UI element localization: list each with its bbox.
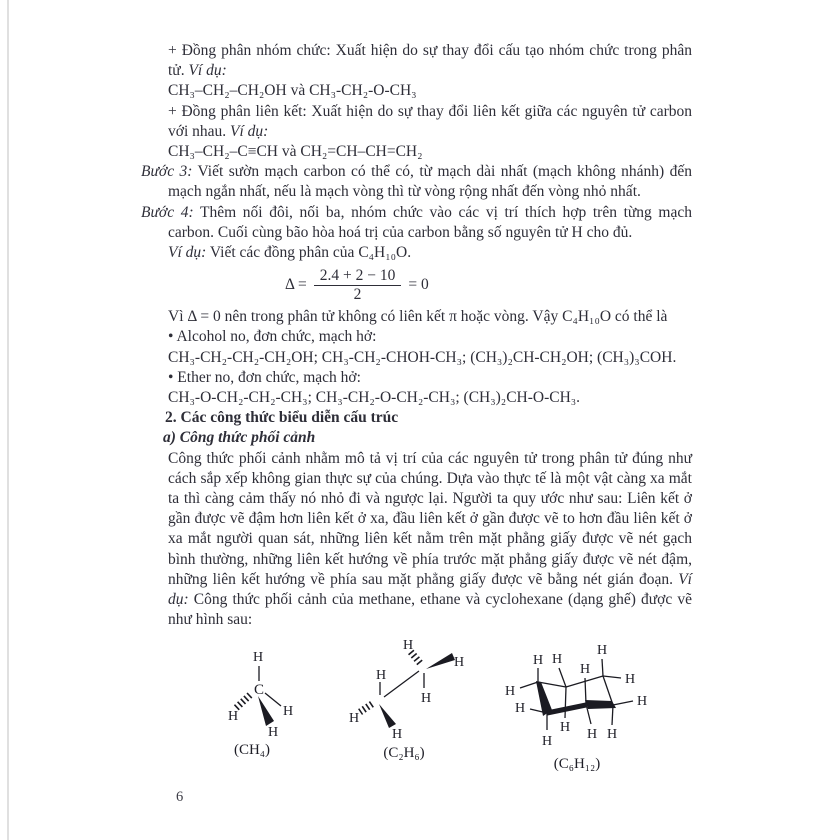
molecule-diagrams (190, 630, 670, 780)
bond-line (559, 668, 566, 687)
bond-line (602, 659, 603, 676)
bond-line (565, 687, 566, 718)
example-label: Ví dụ: (230, 122, 269, 140)
hydrogen-atom-label: H (586, 727, 598, 742)
solid-wedge-bond (379, 704, 396, 728)
page-number: 6 (176, 789, 184, 805)
hydrogen-atom-label: H (267, 725, 279, 740)
fraction-numerator: 2.4 + 2 − 10 (314, 267, 402, 286)
bullet-alcohol: • Alcohol no, đơn chức, mạch hở: (168, 328, 377, 346)
section-heading: 2. Các công thức biểu diễn cấu trúc (165, 409, 399, 427)
paragraph-text: + Đồng phân liên kết: Xuất hiện do sự thay đổi liên kết giữa các nguyên tử carbon với nhau. (168, 102, 692, 140)
bond-line (613, 701, 633, 705)
formula-line-bond-isomer: CH₃–CH₂–C≡CH và CH₂=CH–CH=CH₂ (168, 143, 423, 161)
delta-equation-lhs: Δ = (285, 276, 307, 294)
hydrogen-atom-label: H (579, 662, 591, 677)
subsection-heading: a) Công thức phối cảnh (163, 429, 316, 447)
hydrogen-atom-label: H (453, 655, 465, 670)
hydrogen-atom-label: H (596, 643, 608, 658)
hydrogen-atom-label: H (252, 650, 264, 665)
paragraph-step3 (141, 162, 692, 202)
hydrogen-atom-label: H (541, 734, 553, 749)
formula-line-ethers: CH₃-O-CH₂-CH₂-CH₃; CH₃-CH₂-O-CH₂-CH₃; (CH₃)₂CH-O-CH₃. (168, 389, 581, 407)
bond-line (603, 676, 621, 678)
hydrogen-atom-label: H (375, 668, 387, 683)
fraction-denominator: 2 (353, 286, 362, 304)
solid-wedge-bond (426, 653, 455, 669)
hydrogen-atom-label: H (514, 701, 526, 716)
bond-line (384, 671, 419, 697)
paragraph-delta-conclusion: Vì Δ = 0 nên trong phân tử không có liên kết π hoặc vòng. Vậy C₄H₁₀O có thể là (168, 308, 668, 326)
page-body-text (141, 41, 692, 630)
hydrogen-atom-label: H (227, 709, 239, 724)
paragraph-step4 (141, 203, 692, 243)
example-label: Ví dụ: (168, 570, 692, 609)
formula-line-functional-group: CH₃–CH₂–CH₂OH và CH₃-CH₂-O-CH₃ (168, 82, 417, 100)
example-label: Ví dụ: (188, 62, 227, 80)
step3-label: Bước 3: (141, 163, 193, 181)
hydrogen-atom-label: H (348, 711, 360, 726)
hydrogen-atom-label: H (606, 727, 618, 742)
paragraph-bond-isomer (168, 102, 692, 142)
ethane-caption: (C₂H₆) (383, 745, 425, 761)
step3-text: Viết sườn mạch carbon có thể có, từ mạch dài nhất (mạch không nhánh) đến mạch ngắn nhất, nếu là mạch vòng thì từ vòng rộng nhất đến vòng nhỏ nhất. (168, 163, 692, 201)
methane-caption: (CH₄) (233, 742, 271, 758)
formula-line-alcohols: CH₃-CH₂-CH₂-CH₂OH; CH₃-CH₂-CHOH-CH₃; (CH₃)₂CH-CH₂OH; (CH₃)₃COH. (168, 348, 677, 366)
paragraph-functional-group-isomer (168, 41, 692, 81)
hydrogen-atom-label: H (559, 720, 571, 735)
step4-text: Thêm nối đôi, nối ba, nhóm chức vào các vị trí thích hợp trên từng mạch carbon. Cuối cùng bão hòa hoá trị của carbon bằng số nguyên tử H cho đủ. (168, 203, 692, 241)
example-text: Viết các đồng phân của C₄H₁₀O. (206, 244, 412, 262)
ring-bond-line (603, 676, 613, 705)
step4-label: Bước 4: (141, 203, 194, 221)
cyclohexane-caption: (C₆H₁₂) (553, 756, 601, 772)
bond-line (265, 693, 281, 706)
bold-ring-bond (547, 705, 586, 713)
delta-equation-fraction (314, 267, 402, 304)
delta-equation-rhs: = 0 (408, 276, 429, 294)
hydrogen-atom-label: H (420, 691, 432, 706)
paragraph-example (168, 243, 692, 263)
carbon-atom-label: C (253, 682, 265, 698)
delta-equation (285, 263, 692, 307)
cyclohexane-structure (505, 643, 647, 772)
hydrogen-atom-label: H (282, 704, 294, 719)
hydrogen-atom-label: H (504, 684, 516, 699)
example-label: Ví dụ: (168, 244, 207, 262)
paragraph-text-part1: Công thức phối cảnh nhằm mô tả vị trí của các nguyên tử trong phân tử đúng như cách sắp xếp không gian thực sự của chúng. Dựa vào thực tế là một vật càng xa mắt ta thì càng cảm thấy nó nhỏ đi và ngược lại. Người ta quy ước như sau: Liên kết ở gần được vẽ đậm hơn liên kết ở xa, đầu liên kết ở gần được vẽ to hơn đầu liên kết ở xa mắt người quan sát, những liên kết nằm trên mặt phẳng giấy được vẽ nét gạch bình thường, những liên kết hướng về phía trước mặt phẳng giấy được vẽ nét đậm, những liên kết hướng về phía sau mặt phẳng giấy được vẽ bằng nét gián đoạn. (168, 449, 692, 588)
hydrogen-atom-label: H (402, 638, 414, 653)
bond-line (520, 682, 538, 688)
paragraph-text-part2: Công thức phối cảnh của methane, ethane và cyclohexane (dạng ghế) được vẽ như hình sau: (168, 591, 692, 629)
hydrogen-atom-label: H (624, 672, 636, 687)
page-scan-edge (7, 0, 9, 840)
hydrogen-atom-label: H (551, 652, 563, 667)
bold-ring-bond (585, 700, 616, 709)
paragraph-perspective-formula (168, 449, 692, 631)
solid-wedge-bond (258, 696, 274, 726)
methane-structure (228, 650, 293, 758)
hydrogen-atom-label: H (636, 694, 648, 709)
bullet-ether: • Ether no, đơn chức, mạch hở: (168, 368, 361, 386)
paragraph-text: + Đồng phân nhóm chức: Xuất hiện do sự thay đổi cấu tạo nhóm chức trong phân tử. (168, 42, 692, 80)
hashed-wedge-bond (360, 704, 372, 712)
hydrogen-atom-label: H (391, 727, 403, 742)
hydrogen-atom-label: H (532, 653, 544, 668)
hashed-wedge-bond (235, 695, 250, 709)
ethane-structure (349, 638, 464, 761)
